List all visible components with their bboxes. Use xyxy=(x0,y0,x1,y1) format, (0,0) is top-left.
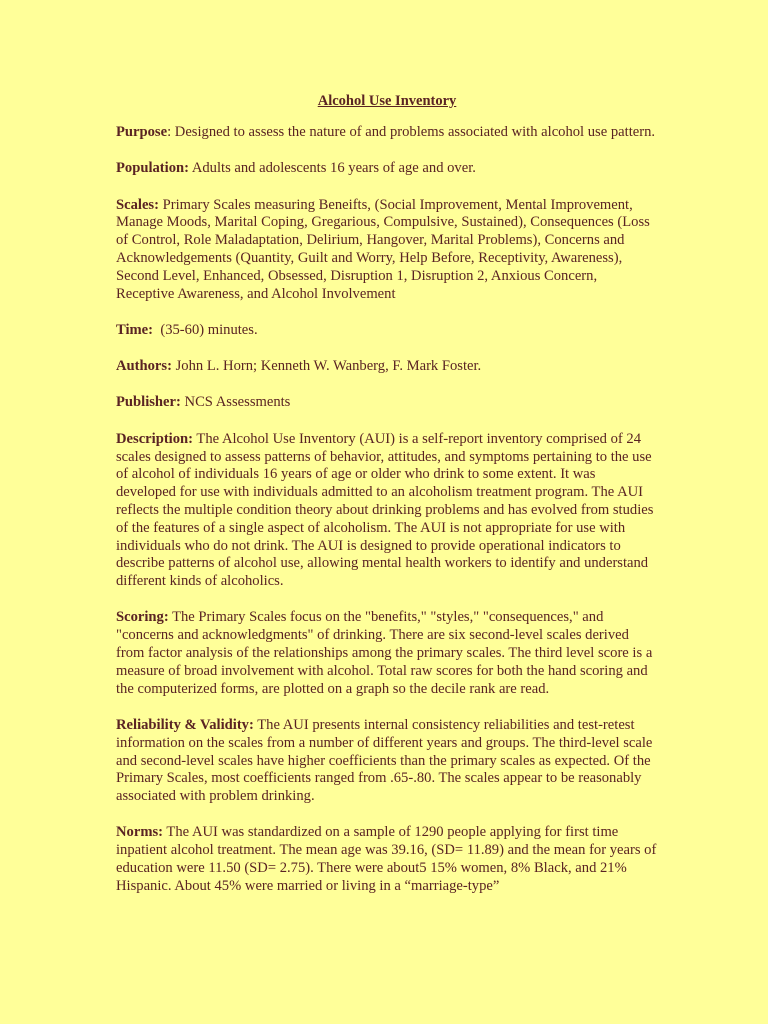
description-label: Description: xyxy=(116,430,194,447)
norms-paragraph xyxy=(116,824,658,895)
publisher-label: Publisher: xyxy=(116,394,181,411)
reliability-label: Reliability & Validity: xyxy=(116,716,254,733)
scales-text: Primary Scales measuring Beneifts, (Social Improvement, Mental Improvement, Manage Moods, Marital Coping, Gregarious, Compulsive, Sustained), Consequences (Loss of Control, Role Maladaptation, Delirium, Hangover, Marital Problems), Concerns and Acknowledgements (Quantity, Guilt and Worry, Help Before, Receptivity, Awareness), Second Level, Enhanced, Obsessed, Disruption 1, Disruption 2, Anxious Concern, Receptive Awareness, and Alcohol Involvement xyxy=(116,196,650,302)
time-text: (35-60) minutes. xyxy=(160,321,258,338)
reliability-text: The AUI presents internal consistency reliabilities and test-retest information on the scales from a number of different years and groups. The third-level scale and second-level scales have higher coefficients than the primary scales as expected. Of the Primary Scales, most coefficients ranged from .65-.80. The scales appear to be reasonably associated with problem drinking. xyxy=(116,716,653,805)
scales-label: Scales: xyxy=(116,196,159,213)
purpose-text: Designed to assess the nature of and problems associated with alcohol use pattern. xyxy=(174,124,656,140)
population-paragraph xyxy=(116,160,658,178)
norms-text: The AUI was standardized on a sample of 1290 people applying for first time inpatient alcohol treatment. The mean age was 39.16, (SD= 11.89) and the mean for years of education were 11.50 (SD= 2.75). There were about5 15% women, 8% Black, and 21% Hispanic. About 45% were married or living in a “marriage-type” xyxy=(116,824,657,894)
scoring-text: The Primary Scales focus on the "benefits," "styles," "consequences," and "concerns and acknowledgments" of drinking. There are six second-level scales derived from factor analysis of the relationships among the primary scales. The third level score is a measure of broad involvement with alcohol. Total raw scores for both the hand scoring and the computerized forms, are plotted on a graph so the decile rank are read. xyxy=(116,609,653,697)
purpose-sep: : xyxy=(167,124,175,140)
authors-text: John L. Horn; Kenneth W. Wanberg, F. Mark Foster. xyxy=(175,358,482,375)
time-label: Time: xyxy=(116,321,154,338)
purpose-label: Purpose xyxy=(116,124,168,140)
reliability-paragraph xyxy=(116,717,658,806)
description-text: The Alcohol Use Inventory (AUI) is a self-report inventory comprised of 24 scales designed to assess patterns of behavior, attitudes, and symptoms pertaining to the use of alcohol of individuals 16 years of age or older who drink to some extent. It was developed for use with individuals admitted to an alcoholism treatment program. The AUI reflects the multiple condition theory about drinking problems and has evolved from studies of the features of a single aspect of alcoholism. The AUI is not appropriate for use with individuals who do not drink. The AUI is designed to provide operational indicators to describe patterns of alcohol use, allowing mental health workers to identify and understand different kinds of alcoholics. xyxy=(116,430,654,590)
publisher-paragraph xyxy=(116,394,658,412)
publisher-text: NCS Assessments xyxy=(184,394,291,411)
scales-paragraph xyxy=(116,197,658,304)
scoring-label: Scoring: xyxy=(116,609,169,626)
norms-label: Norms: xyxy=(116,824,164,841)
time-paragraph xyxy=(116,322,658,340)
description-paragraph xyxy=(116,431,658,591)
population-label: Population: xyxy=(116,160,189,177)
purpose-paragraph xyxy=(116,124,658,142)
authors-label: Authors: xyxy=(116,358,172,375)
document-title: Alcohol Use Inventory xyxy=(317,93,457,109)
authors-paragraph xyxy=(116,358,658,376)
population-text: Adults and adolescents 16 years of age and over. xyxy=(191,160,476,177)
scoring-paragraph xyxy=(116,609,658,698)
